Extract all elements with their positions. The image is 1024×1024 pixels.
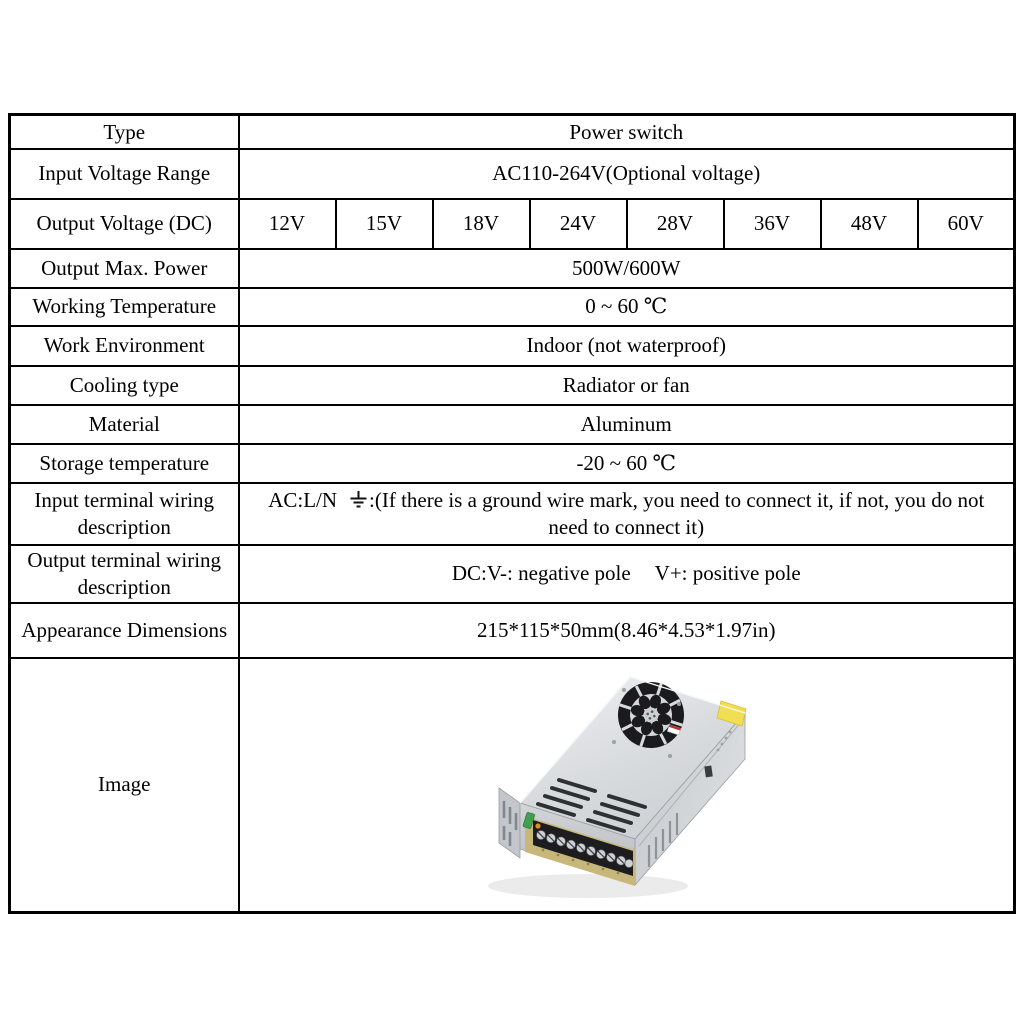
spec-value-input-terminal [239,483,1015,545]
spec-value-environment: Indoor (not waterproof) [239,326,1015,366]
positive-pole-text: V+: positive pole [654,561,801,586]
table-row [10,249,1015,288]
table-row [10,545,1015,603]
voltage-option-36v: 36V [724,199,821,249]
spec-label-image: Image [10,658,239,913]
spec-label-input-voltage: Input Voltage Range [10,149,239,199]
table-row [10,149,1015,199]
voltage-option-18v: 18V [433,199,530,249]
table-row [10,603,1015,658]
spec-value-storage-temp: -20 ~ 60 ℃ [239,444,1015,483]
spec-value-input-voltage: AC110-264V(Optional voltage) [239,149,1015,199]
spec-label-output-voltage: Output Voltage (DC) [10,199,239,249]
voltage-option-28v: 28V [627,199,724,249]
spec-value-cooling: Radiator or fan [239,366,1015,405]
spec-value-type: Power switch [239,115,1015,149]
product-image-cell [239,658,1015,913]
table-row [10,405,1015,444]
spec-value-material: Aluminum [239,405,1015,444]
table-row [10,444,1015,483]
table-row [10,199,1015,249]
spec-label-material: Material [10,405,239,444]
voltage-option-60v: 60V [918,199,1015,249]
table-row [10,483,1015,545]
voltage-option-48v: 48V [821,199,918,249]
negative-pole-text: DC:V-: negative pole [451,561,631,586]
input-terminal-suffix: :(If there is a ground wire mark, you need to connect it, if not, you do not need to connect it) [369,488,985,539]
table-row [10,326,1015,366]
spec-value-dimensions: 215*115*50mm(8.46*4.53*1.97in) [239,603,1015,658]
voltage-option-24v: 24V [530,199,627,249]
spec-label-dimensions: Appearance Dimensions [10,603,239,658]
input-terminal-prefix: AC:L/N [268,488,338,513]
spec-label-output-terminal: Output terminal wiring description [10,545,239,603]
spec-value-output-terminal [239,545,1015,603]
earth-ground-icon [349,491,368,508]
spec-label-input-terminal: Input terminal wiring description [10,483,239,545]
spec-label-cooling: Cooling type [10,366,239,405]
table-row [10,658,1015,913]
power-supply-product-image [461,660,791,910]
voltage-option-12v: 12V [239,199,336,249]
spec-label-type: Type [10,115,239,149]
psu-indicator-led [536,823,541,828]
table-row [10,366,1015,405]
spec-label-working-temp: Working Temperature [10,288,239,326]
table-row [10,115,1015,149]
table-row [10,288,1015,326]
product-shadow [488,874,688,898]
spec-value-output-power: 500W/600W [239,249,1015,288]
voltage-option-15v: 15V [336,199,433,249]
spec-label-output-power: Output Max. Power [10,249,239,288]
spec-label-storage-temp: Storage temperature [10,444,239,483]
spec-table [8,113,1016,914]
spec-label-environment: Work Environment [10,326,239,366]
spec-value-working-temp: 0 ~ 60 ℃ [239,288,1015,326]
